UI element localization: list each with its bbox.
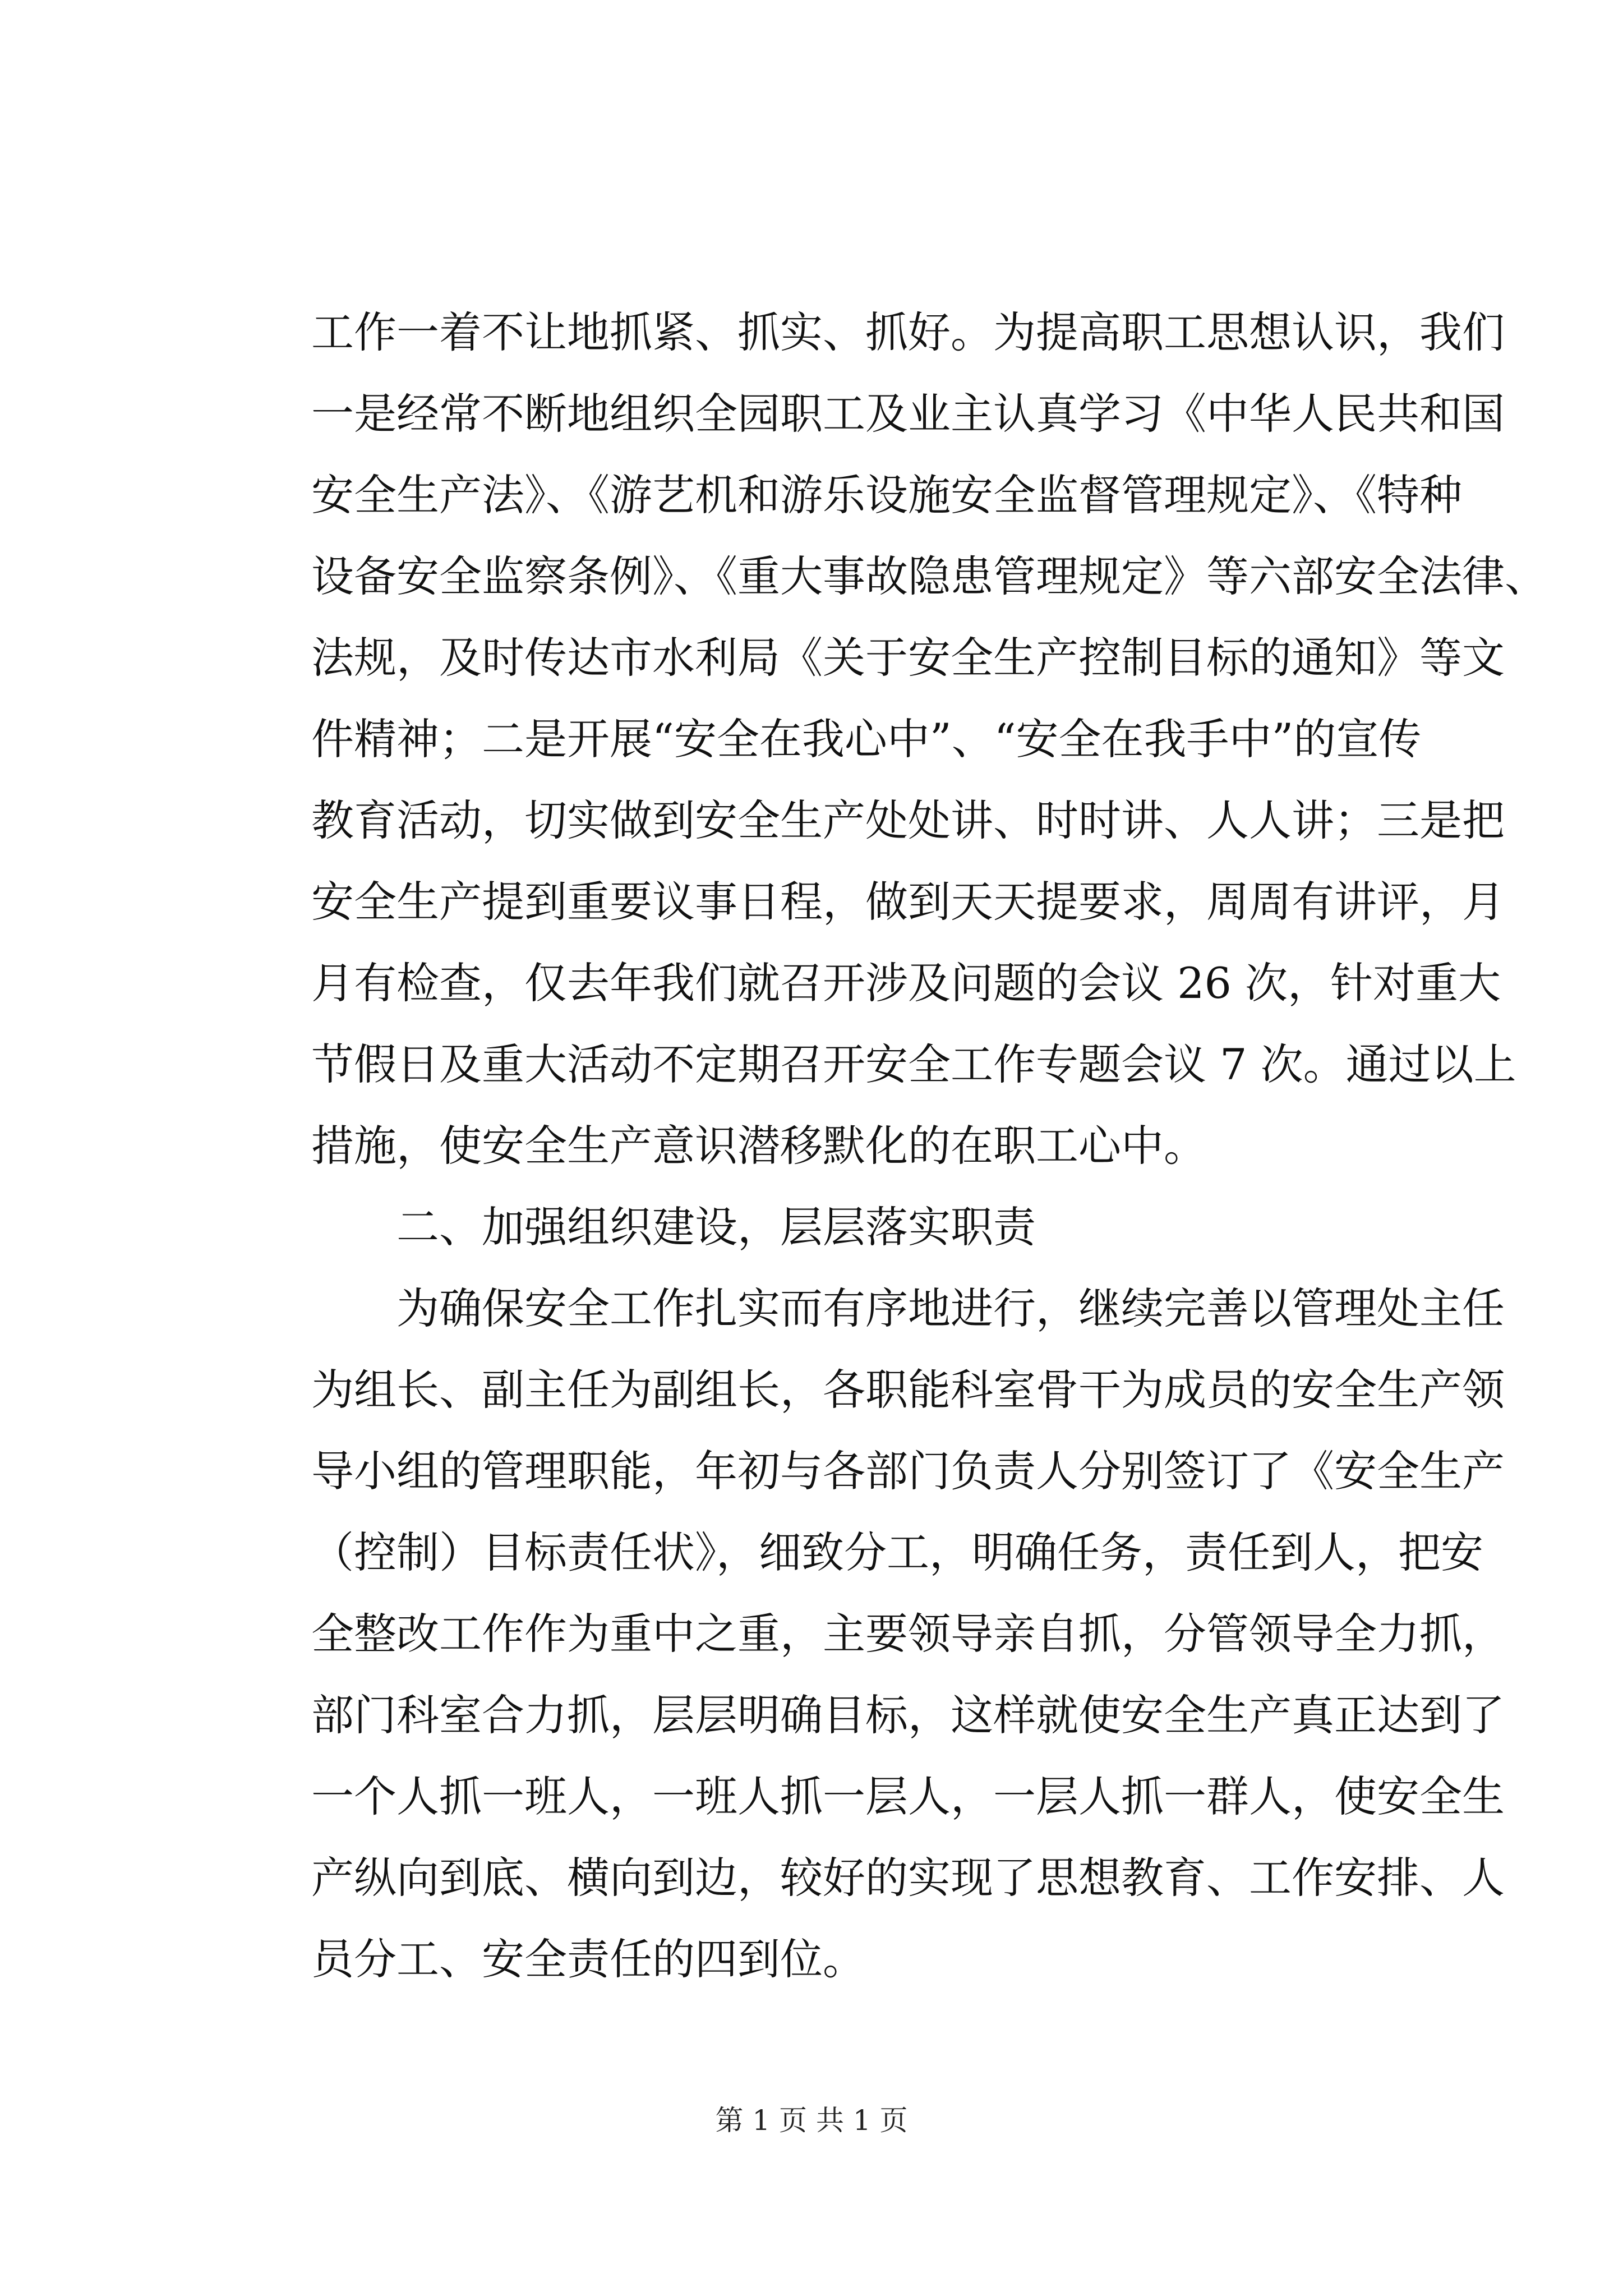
section-heading: 二、加强组织建设，层层落实职责	[396, 1202, 1036, 1252]
paragraph-line: 节假日及重大活动不定期召开安全工作专题会议 7 次。通过以上	[311, 1039, 1516, 1089]
paragraph-line: （控制）目标责任状》，细致分工，明确任务，责任到人，把安	[311, 1527, 1483, 1577]
paragraph-line: 法规，及时传达市水利局《关于安全生产控制目标的通知》等文	[311, 633, 1505, 683]
paragraph-line: 教育活动，切实做到安全生产处处讲、时时讲、人人讲；三是把	[311, 795, 1505, 845]
paragraph-line: 部门科室合力抓，层层明确目标，这样就使安全生产真正达到了	[311, 1690, 1505, 1740]
paragraph-line: 全整改工作作为重中之重，主要领导亲自抓，分管领导全力抓，	[311, 1609, 1505, 1659]
paragraph-line: 产纵向到底、横向到边，较好的实现了思想教育、工作安排、人	[311, 1853, 1505, 1903]
paragraph-line: 设备安全监察条例》、《重大事故隐患管理规定》等六部安全法律、	[311, 551, 1547, 601]
paragraph-line: 月有检查，仅去年我们就召开涉及问题的会议 26 次，针对重大	[311, 958, 1501, 1008]
paragraph-line: 工作一着不让地抓紧、抓实、抓好。为提高职工思想认识，我们	[311, 307, 1505, 357]
paragraph-line: 员分工、安全责任的四到位。	[311, 1934, 865, 1984]
paragraph-line: 件精神；二是开展“安全在我心中”、“安全在我手中”的宣传	[311, 714, 1422, 764]
paragraph-line: 为确保安全工作扎实而有序地进行，继续完善以管理处主任	[396, 1283, 1505, 1333]
page-number-footer: 第 1 页 共 1 页	[715, 2104, 908, 2137]
paragraph-line: 为组长、副主任为副组长，各职能科室骨干为成员的安全生产领	[311, 1365, 1505, 1415]
paragraph-line: 一个人抓一班人，一班人抓一层人，一层人抓一群人，使安全生	[311, 1772, 1505, 1821]
paragraph-line: 措施，使安全生产意识潜移默化的在职工心中。	[311, 1121, 1206, 1171]
paragraph-line: 安全生产法》、《游艺机和游乐设施安全监督管理规定》、《特种	[311, 470, 1462, 520]
paragraph-line: 安全生产提到重要议事日程，做到天天提要求，周周有讲评，月	[311, 877, 1505, 927]
paragraph-line: 一是经常不断地组织全园职工及业主认真学习《中华人民共和国	[311, 389, 1505, 439]
paragraph-line: 导小组的管理职能，年初与各部门负责人分别签订了《安全生产	[311, 1446, 1505, 1496]
